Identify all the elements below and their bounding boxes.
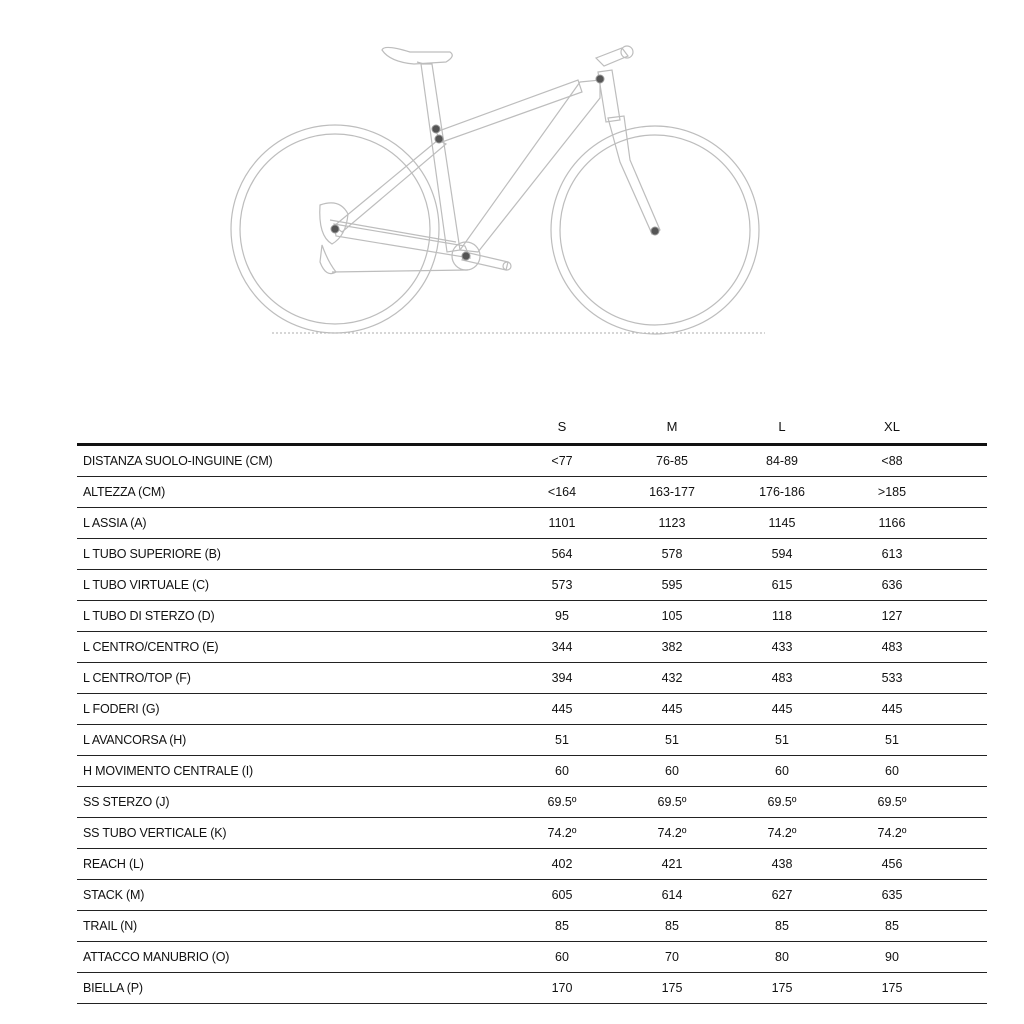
geometry-table-body bbox=[77, 445, 987, 1004]
table-row bbox=[77, 942, 987, 973]
cell-value: 614 bbox=[617, 880, 727, 911]
row-label: STACK (M) bbox=[77, 880, 507, 911]
table-row bbox=[77, 508, 987, 539]
cell-value: 60 bbox=[507, 756, 617, 787]
cell-value: 175 bbox=[837, 973, 947, 1004]
geometry-table bbox=[77, 410, 987, 1004]
cell-value: 1123 bbox=[617, 508, 727, 539]
row-label: H MOVIMENTO CENTRALE (I) bbox=[77, 756, 507, 787]
cell-value: 533 bbox=[837, 663, 947, 694]
cell-value: 118 bbox=[727, 601, 837, 632]
cell-value: 69.5º bbox=[837, 787, 947, 818]
table-row bbox=[77, 911, 987, 942]
row-label: L CENTRO/CENTRO (E) bbox=[77, 632, 507, 663]
cell-value: 573 bbox=[507, 570, 617, 601]
cell-value: 344 bbox=[507, 632, 617, 663]
cell-value: 51 bbox=[727, 725, 837, 756]
size-header: S bbox=[507, 410, 617, 445]
cell-value: 483 bbox=[837, 632, 947, 663]
cell-value: 170 bbox=[507, 973, 617, 1004]
cell-value: 615 bbox=[727, 570, 837, 601]
row-label: ATTACCO MANUBRIO (O) bbox=[77, 942, 507, 973]
cell-value: 578 bbox=[617, 539, 727, 570]
cell-value: 60 bbox=[617, 756, 727, 787]
size-header-row bbox=[77, 410, 987, 445]
cell-value: 51 bbox=[837, 725, 947, 756]
cell-value: 95 bbox=[507, 601, 617, 632]
row-label: L TUBO VIRTUALE (C) bbox=[77, 570, 507, 601]
table-row bbox=[77, 756, 987, 787]
cell-value: 1101 bbox=[507, 508, 617, 539]
cell-value: 85 bbox=[507, 911, 617, 942]
cell-value: 90 bbox=[837, 942, 947, 973]
cell-value: 85 bbox=[727, 911, 837, 942]
cell-value: 85 bbox=[617, 911, 727, 942]
cell-value: 433 bbox=[727, 632, 837, 663]
cell-value: 445 bbox=[837, 694, 947, 725]
cell-value: 432 bbox=[617, 663, 727, 694]
table-row bbox=[77, 445, 987, 477]
cell-value: 69.5º bbox=[617, 787, 727, 818]
cell-value: 51 bbox=[617, 725, 727, 756]
row-label: ALTEZZA (CM) bbox=[77, 477, 507, 508]
row-label: L AVANCORSA (H) bbox=[77, 725, 507, 756]
down-tube bbox=[460, 80, 600, 252]
cell-value: 1166 bbox=[837, 508, 947, 539]
row-label: L TUBO DI STERZO (D) bbox=[77, 601, 507, 632]
label-column-header bbox=[77, 410, 507, 445]
cell-value: 51 bbox=[507, 725, 617, 756]
cell-value: 74.2º bbox=[617, 818, 727, 849]
cell-value: 605 bbox=[507, 880, 617, 911]
table-row bbox=[77, 570, 987, 601]
cell-value: 595 bbox=[617, 570, 727, 601]
cell-value: 382 bbox=[617, 632, 727, 663]
cell-value: 421 bbox=[617, 849, 727, 880]
table-row bbox=[77, 818, 987, 849]
row-label: L CENTRO/TOP (F) bbox=[77, 663, 507, 694]
cell-value: >185 bbox=[837, 477, 947, 508]
cell-value: 127 bbox=[837, 601, 947, 632]
cell-value: <164 bbox=[507, 477, 617, 508]
cell-value: 74.2º bbox=[837, 818, 947, 849]
cell-value: 564 bbox=[507, 539, 617, 570]
cell-value: 176-186 bbox=[727, 477, 837, 508]
cell-value: 69.5º bbox=[727, 787, 837, 818]
cell-value: 613 bbox=[837, 539, 947, 570]
cell-value: 636 bbox=[837, 570, 947, 601]
cell-value: 85 bbox=[837, 911, 947, 942]
cell-value: 69.5º bbox=[507, 787, 617, 818]
cell-value: 445 bbox=[617, 694, 727, 725]
cell-value: 74.2º bbox=[727, 818, 837, 849]
cell-value: 402 bbox=[507, 849, 617, 880]
size-header: L bbox=[727, 410, 837, 445]
row-label: SS STERZO (J) bbox=[77, 787, 507, 818]
cell-value: 84-89 bbox=[727, 445, 837, 477]
table-row bbox=[77, 601, 987, 632]
table-row bbox=[77, 880, 987, 911]
cell-value: 1145 bbox=[727, 508, 837, 539]
row-label: BIELLA (P) bbox=[77, 973, 507, 1004]
cell-value: 627 bbox=[727, 880, 837, 911]
cell-value: 70 bbox=[617, 942, 727, 973]
seat-tube bbox=[421, 64, 460, 252]
cell-value: 456 bbox=[837, 849, 947, 880]
saddle bbox=[382, 47, 452, 64]
size-header: M bbox=[617, 410, 727, 445]
cell-value: 60 bbox=[727, 756, 837, 787]
row-label: L ASSIA (A) bbox=[77, 508, 507, 539]
size-header: XL bbox=[837, 410, 947, 445]
cell-value: 445 bbox=[507, 694, 617, 725]
cell-value: 175 bbox=[727, 973, 837, 1004]
table-row bbox=[77, 849, 987, 880]
cell-value: 76-85 bbox=[617, 445, 727, 477]
bike-geometry-illustration bbox=[0, 0, 1024, 360]
cell-value: <88 bbox=[837, 445, 947, 477]
cell-value: 105 bbox=[617, 601, 727, 632]
cell-value: 60 bbox=[837, 756, 947, 787]
table-row bbox=[77, 787, 987, 818]
table-row bbox=[77, 539, 987, 570]
cell-value: 438 bbox=[727, 849, 837, 880]
row-label: DISTANZA SUOLO-INGUINE (CM) bbox=[77, 445, 507, 477]
table-row bbox=[77, 694, 987, 725]
cell-value: 163-177 bbox=[617, 477, 727, 508]
cell-value: 80 bbox=[727, 942, 837, 973]
row-label: SS TUBO VERTICALE (K) bbox=[77, 818, 507, 849]
table-row bbox=[77, 725, 987, 756]
cell-value: 74.2º bbox=[507, 818, 617, 849]
table-row bbox=[77, 663, 987, 694]
row-label: TRAIL (N) bbox=[77, 911, 507, 942]
cell-value: 594 bbox=[727, 539, 837, 570]
table-row bbox=[77, 477, 987, 508]
cell-value: 445 bbox=[727, 694, 837, 725]
top-tube bbox=[436, 80, 582, 142]
cell-value: 394 bbox=[507, 663, 617, 694]
cell-value: <77 bbox=[507, 445, 617, 477]
row-label: L TUBO SUPERIORE (B) bbox=[77, 539, 507, 570]
cell-value: 635 bbox=[837, 880, 947, 911]
row-label: L FODERI (G) bbox=[77, 694, 507, 725]
cell-value: 60 bbox=[507, 942, 617, 973]
table-row bbox=[77, 632, 987, 663]
row-label: REACH (L) bbox=[77, 849, 507, 880]
table-row bbox=[77, 973, 987, 1004]
cell-value: 175 bbox=[617, 973, 727, 1004]
cell-value: 483 bbox=[727, 663, 837, 694]
